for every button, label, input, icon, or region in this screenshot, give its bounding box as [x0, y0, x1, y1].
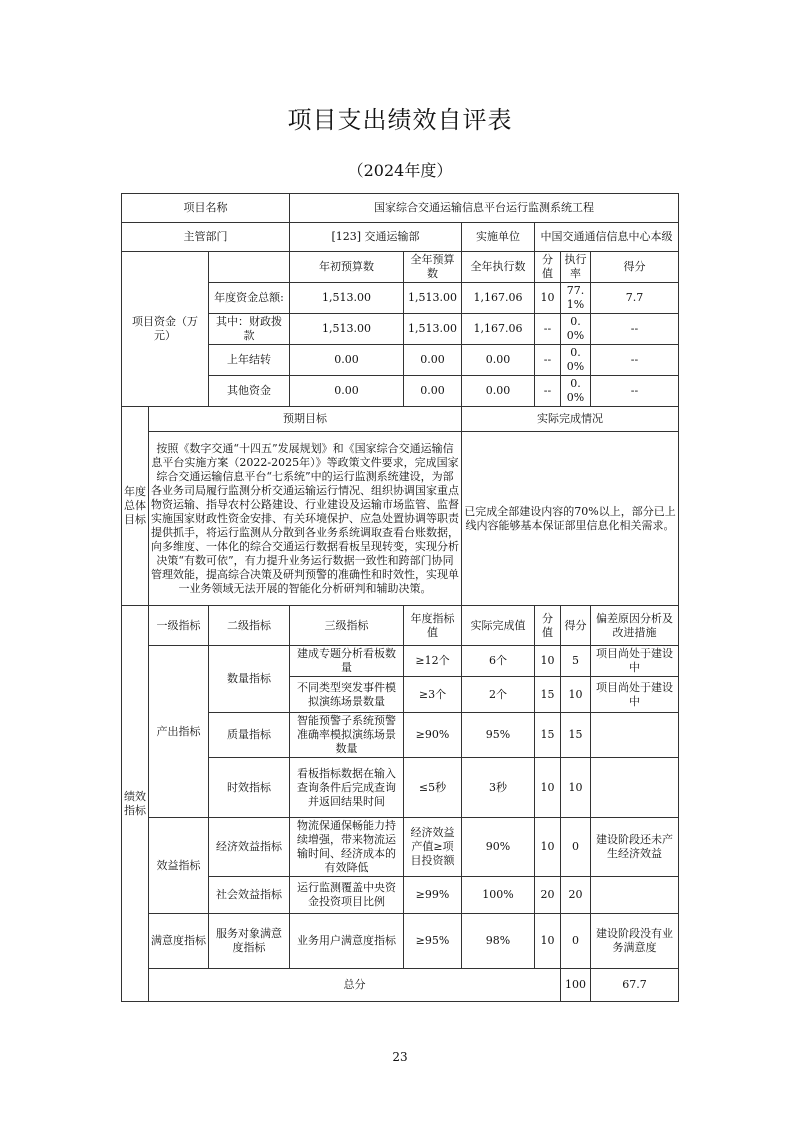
indicator-reason: [591, 758, 679, 818]
indicators-label: 绩效指标: [122, 606, 149, 1002]
funds-header-blank: [209, 252, 290, 283]
funds-annual: 0.00: [404, 376, 462, 407]
dept-value: [123] 交通运输部: [290, 223, 462, 252]
impl-label: 实施单位: [462, 223, 535, 252]
indicators-header-row: [122, 606, 679, 646]
goals-actual-text: 已完成全部建设内容的70%以上，部分已上线内容能够基本保证部里信息化相关需求。: [462, 432, 679, 606]
indicator-reason: 建设阶段还未产生经济效益: [591, 818, 679, 877]
funds-rate: 77.1%: [561, 283, 591, 314]
funds-header-annual: 全年预算数: [404, 252, 462, 283]
indicator-actual: 3秒: [462, 758, 535, 818]
ind-header-level2: 二级指标: [209, 606, 290, 646]
indicator-score: 5: [561, 646, 591, 677]
funds-label: 项目资金（万元）: [122, 252, 209, 407]
funds-weight: --: [535, 376, 561, 407]
funds-rate: 0.0%: [561, 376, 591, 407]
page-number: 23: [392, 1050, 408, 1064]
quality-indicator-label: 质量指标: [209, 713, 290, 758]
qty-indicator-label: 数量指标: [209, 646, 290, 713]
funds-header-weight: 分值: [535, 252, 561, 283]
indicator-score: 0: [561, 818, 591, 877]
goals-actual-label: 实际完成情况: [462, 407, 679, 432]
total-label: 总分: [149, 969, 561, 1002]
output-indicator-label: 产出指标: [149, 646, 209, 818]
total-score: 67.7: [591, 969, 679, 1002]
econ-indicator-label: 经济效益指标: [209, 818, 290, 877]
funds-annual: 1,513.00: [404, 283, 462, 314]
indicator-target: ≥3个: [404, 677, 462, 713]
indicator-actual: 6个: [462, 646, 535, 677]
indicator-weight: 15: [535, 677, 561, 713]
indicator-actual: 90%: [462, 818, 535, 877]
funds-row-label: 年度资金总额:: [209, 283, 290, 314]
indicator-name: 运行监测覆盖中央资金投资项目比例: [290, 877, 404, 914]
funds-header-initial: 年初预算数: [290, 252, 404, 283]
indicator-target: 经济效益产值≥项目投资额: [404, 818, 462, 877]
funds-initial: 0.00: [290, 376, 404, 407]
indicator-row: [122, 914, 679, 969]
indicator-weight: 20: [535, 877, 561, 914]
evaluation-table: [121, 193, 679, 1002]
indicator-weight: 10: [535, 758, 561, 818]
funds-executed: 0.00: [462, 376, 535, 407]
indicator-target: ≥90%: [404, 713, 462, 758]
ind-header-level1: 一级指标: [149, 606, 209, 646]
funds-score: --: [591, 376, 679, 407]
satisfaction-indicator-label: 满意度指标: [149, 914, 209, 969]
ind-header-actual: 实际完成值: [462, 606, 535, 646]
page-title: 项目支出绩效自评表: [287, 106, 513, 134]
indicator-score: 20: [561, 877, 591, 914]
dept-label: 主管部门: [122, 223, 290, 252]
funds-executed: 1,167.06: [462, 314, 535, 345]
funds-annual: 1,513.00: [404, 314, 462, 345]
department-row: [122, 223, 679, 252]
indicator-actual: 2个: [462, 677, 535, 713]
funds-executed: 0.00: [462, 345, 535, 376]
indicator-target: ≥99%: [404, 877, 462, 914]
funds-weight: 10: [535, 283, 561, 314]
time-indicator-label: 时效指标: [209, 758, 290, 818]
total-row: [122, 969, 679, 1002]
funds-row-label: 其他资金: [209, 376, 290, 407]
project-name: 国家综合交通运输信息平台运行监测系统工程: [290, 194, 679, 223]
ind-header-weight: 分值: [535, 606, 561, 646]
goals-label: 年度总体目标: [122, 407, 149, 606]
funds-executed: 1,167.06: [462, 283, 535, 314]
funds-row-label: 其中：财政拨款: [209, 314, 290, 345]
indicator-name: 物流保通保畅能力持续增强，带来物流运输时间、经济成本的有效降低: [290, 818, 404, 877]
funds-annual: 0.00: [404, 345, 462, 376]
goals-header-row: [122, 407, 679, 432]
indicator-reason: 建设阶段没有业务满意度: [591, 914, 679, 969]
indicator-weight: 10: [535, 914, 561, 969]
project-name-label: 项目名称: [122, 194, 290, 223]
funds-rate: 0.0%: [561, 314, 591, 345]
funds-score: --: [591, 345, 679, 376]
indicator-score: 10: [561, 677, 591, 713]
indicator-actual: 95%: [462, 713, 535, 758]
indicator-target: ≥12个: [404, 646, 462, 677]
total-weight: 100: [561, 969, 591, 1002]
ind-header-target: 年度指标值: [404, 606, 462, 646]
funds-initial: 1,513.00: [290, 283, 404, 314]
indicator-reason: [591, 713, 679, 758]
indicator-reason: 项目尚处于建设中: [591, 677, 679, 713]
funds-initial: 1,513.00: [290, 314, 404, 345]
funds-header-rate: 执行率: [561, 252, 591, 283]
indicator-row: [122, 818, 679, 877]
indicator-reason: [591, 877, 679, 914]
project-name-row: [122, 194, 679, 223]
funds-row-label: 上年结转: [209, 345, 290, 376]
ind-header-level3: 三级指标: [290, 606, 404, 646]
social-indicator-label: 社会效益指标: [209, 877, 290, 914]
funds-weight: --: [535, 345, 561, 376]
goals-expected-label: 预期目标: [149, 407, 462, 432]
indicator-name: 不同类型突发事件模拟演练场景数量: [290, 677, 404, 713]
indicator-actual: 98%: [462, 914, 535, 969]
goals-expected-text: 按照《数字交通“十四五”发展规划》和《国家综合交通运输信息平台实施方案（2022-2025年）》等政策文件要求，完成国家综合交通运输信息平台“七系统”中的运行监测系统建设，为部各业务司局履行监测分析交通运输运行情况、组织协调国家重点物资运输、指导农村公路建设、行业建设及运输市场监管、监督实施国家财政性资金安排、有关环境保护、应急处置协调等职责提供抓手，将运行监测从分散到各业务系统调取查看台账数据，向多维度、一体化的综合交通运行数据看板呈现转变，实现分析决策“有数可依”，有力提升业务运行数据一致性和跨部门协同管理效能，提高综合决策及研判预警的准确性和时效性，实现单一业务领域无法开展的智能化分析研判和辅助决策。: [149, 432, 462, 606]
indicator-name: 看板指标数据在输入查询条件后完成查询并返回结果时间: [290, 758, 404, 818]
indicator-score: 10: [561, 758, 591, 818]
indicator-weight: 10: [535, 646, 561, 677]
ind-header-score: 得分: [561, 606, 591, 646]
year-subtitle: （2024年度）: [347, 161, 453, 180]
benefit-indicator-label: 效益指标: [149, 818, 209, 914]
funds-header-row: [122, 252, 679, 283]
funds-score: 7.7: [591, 283, 679, 314]
goals-content-row: [122, 432, 679, 606]
indicator-name: 业务用户满意度指标: [290, 914, 404, 969]
funds-score: --: [591, 314, 679, 345]
impl-value: 中国交通通信信息中心本级: [535, 223, 679, 252]
indicator-row: [122, 646, 679, 677]
indicator-target: ≥95%: [404, 914, 462, 969]
funds-weight: --: [535, 314, 561, 345]
indicator-actual: 100%: [462, 877, 535, 914]
indicator-name: 建成专题分析看板数量: [290, 646, 404, 677]
indicator-target: ≤5秒: [404, 758, 462, 818]
indicator-name: 智能预警子系统预警准确率模拟演练场景数量: [290, 713, 404, 758]
indicator-score: 15: [561, 713, 591, 758]
funds-initial: 0.00: [290, 345, 404, 376]
indicator-weight: 15: [535, 713, 561, 758]
indicator-reason: 项目尚处于建设中: [591, 646, 679, 677]
service-indicator-label: 服务对象满意度指标: [209, 914, 290, 969]
funds-rate: 0.0%: [561, 345, 591, 376]
indicator-weight: 10: [535, 818, 561, 877]
funds-header-score: 得分: [591, 252, 679, 283]
indicator-score: 0: [561, 914, 591, 969]
ind-header-reason: 偏差原因分析及改进措施: [591, 606, 679, 646]
funds-header-executed: 全年执行数: [462, 252, 535, 283]
